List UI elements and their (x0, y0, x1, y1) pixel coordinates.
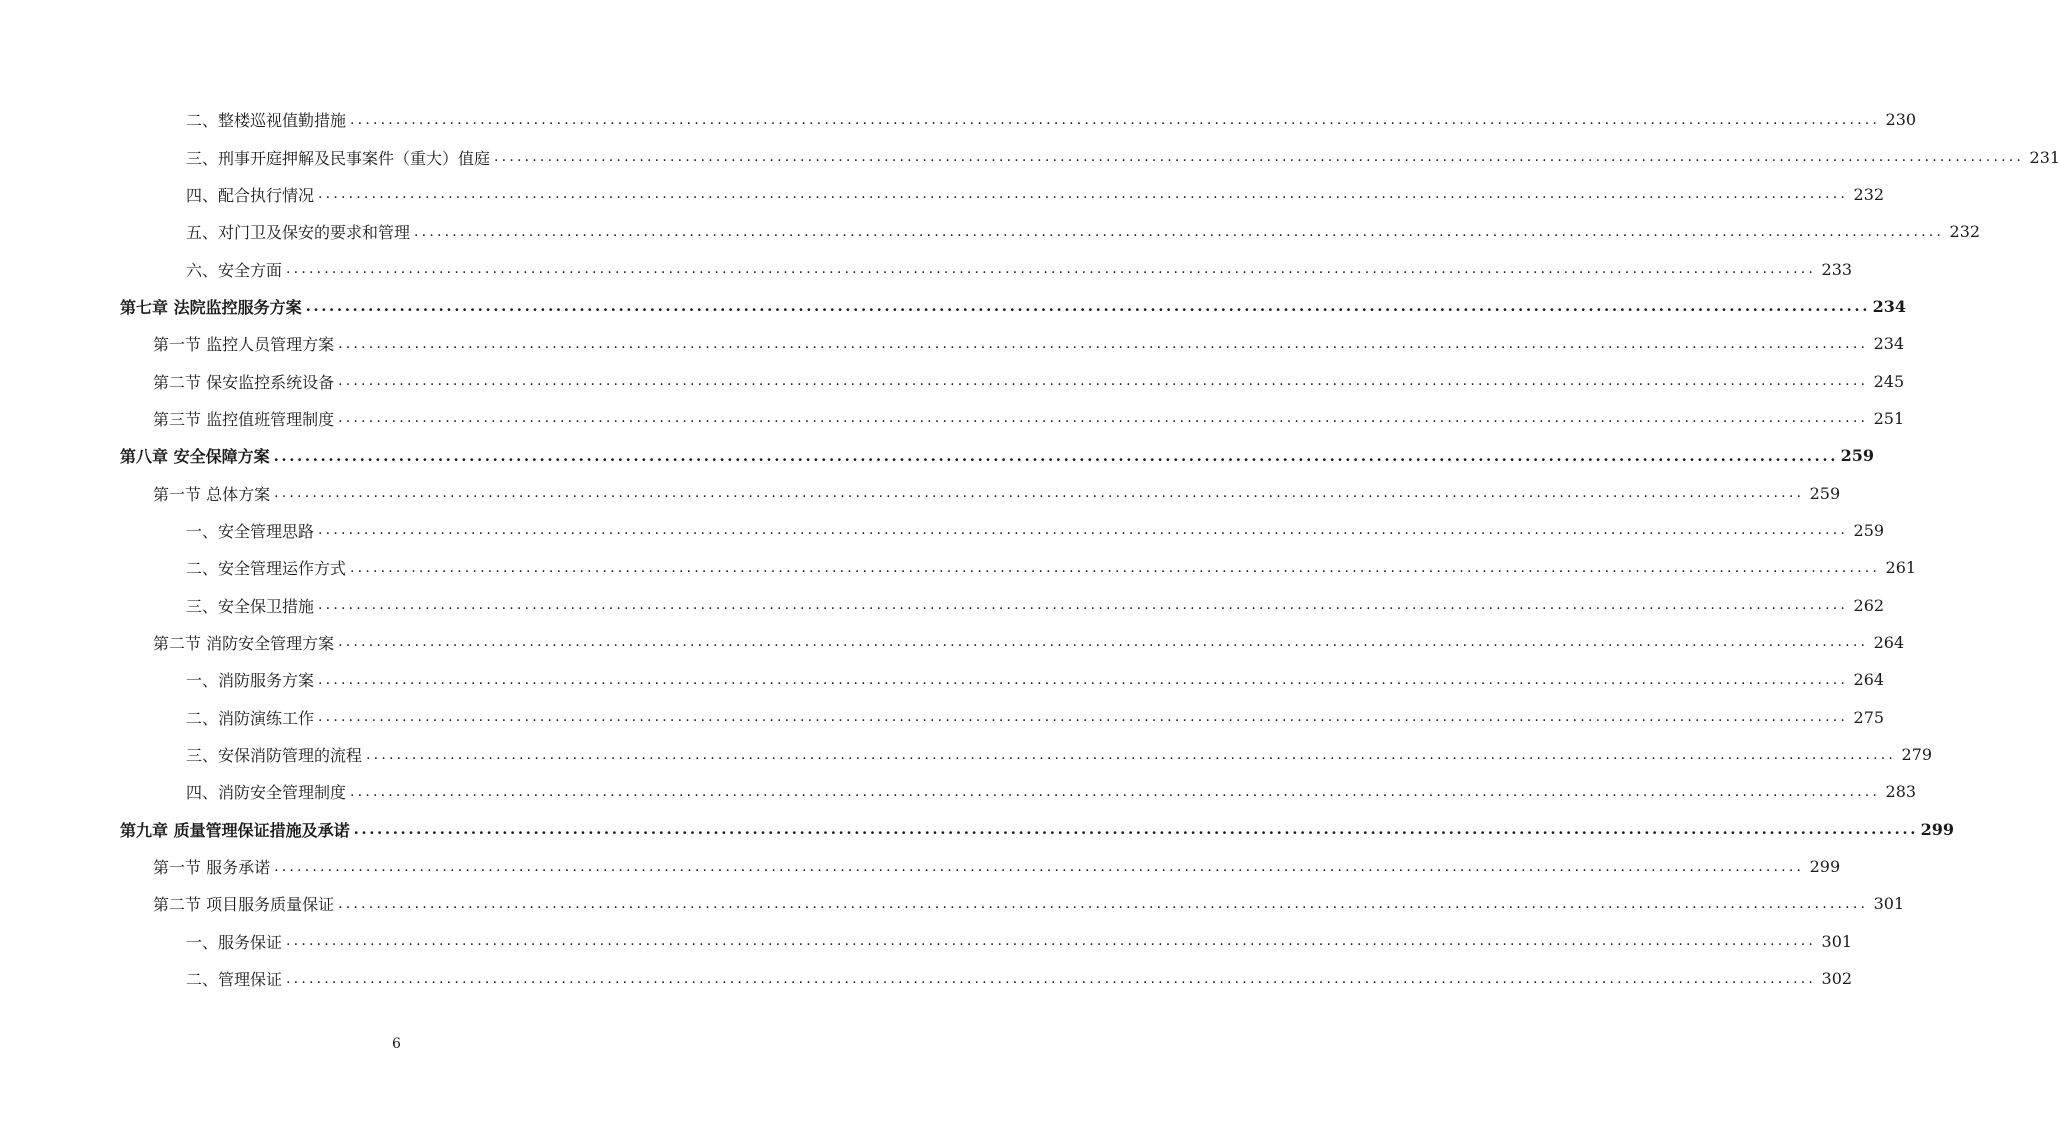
toc-dot-leader: ........................................................................................................................................................................................................ (273, 446, 1839, 465)
toc-entry-title: 第九章 质量管理保证措施及承诺 (120, 820, 350, 840)
toc-dot-leader: ........................................................................................................................................................................................................ (318, 522, 1849, 539)
toc-dot-leader: ........................................................................................................................................................................................................ (338, 373, 1869, 390)
toc-subsection-entry[interactable] (0, 176, 1885, 213)
toc-chapter-entry[interactable] (0, 437, 1875, 474)
toc-entry-page-number: 259 (1853, 520, 1885, 540)
toc-dot-leader: ........................................................................................................................................................................................................ (494, 149, 2025, 166)
toc-entry-title: 第七章 法院监控服务方案 (120, 297, 302, 317)
toc-dot-leader: ........................................................................................................................................................................................................ (318, 671, 1849, 688)
toc-subsection-entry[interactable] (0, 213, 1981, 250)
toc-entry-page-number: 264 (1853, 670, 1885, 690)
toc-entry-title: 一、消防服务方案 (186, 671, 315, 691)
toc-dot-leader: ........................................................................................................................................................................................................ (286, 261, 1817, 278)
toc-subsection-entry[interactable] (0, 736, 1933, 773)
toc-dot-leader: ........................................................................................................................................................................................................ (414, 223, 1945, 240)
toc-entry-title: 四、配合执行情况 (186, 185, 315, 205)
toc-section-entry[interactable] (0, 885, 1905, 922)
toc-dot-leader: ........................................................................................................................................................................................................ (274, 858, 1805, 875)
toc-section-entry[interactable] (0, 400, 1905, 437)
toc-entry-title: 第一节 服务承诺 (153, 858, 271, 878)
toc-entry-page-number: 261 (1885, 558, 1917, 578)
toc-entry-page-number: 275 (1853, 707, 1885, 727)
toc-entry-page-number: 259 (1840, 446, 1875, 466)
table-of-contents (0, 101, 2060, 997)
toc-dot-leader: ........................................................................................................................................................................................................ (350, 111, 1881, 128)
toc-subsection-entry[interactable] (0, 138, 2060, 175)
toc-dot-leader: ........................................................................................................................................................................................................ (318, 186, 1849, 203)
toc-entry-page-number: 299 (1920, 819, 1955, 839)
toc-entry-page-number: 230 (1885, 110, 1917, 130)
toc-entry-title: 第八章 安全保障方案 (120, 447, 270, 467)
toc-entry-page-number: 264 (1873, 632, 1905, 652)
toc-chapter-entry[interactable] (0, 288, 1907, 325)
toc-entry-page-number: 233 (1821, 259, 1853, 279)
toc-entry-title: 六、安全方面 (186, 260, 283, 280)
toc-subsection-entry[interactable] (0, 101, 1917, 138)
toc-entry-title: 第二节 项目服务质量保证 (153, 895, 335, 915)
toc-entry-page-number: 301 (1873, 894, 1905, 914)
toc-dot-leader: ........................................................................................................................................................................................................ (338, 634, 1869, 651)
toc-subsection-entry[interactable] (0, 773, 1917, 810)
toc-entry-title: 第二节 消防安全管理方案 (153, 633, 335, 653)
toc-subsection-entry[interactable] (0, 699, 1885, 736)
toc-entry-title: 三、安全保卫措施 (186, 596, 315, 616)
toc-dot-leader: ........................................................................................................................................................................................................ (286, 933, 1817, 950)
toc-dot-leader: ........................................................................................................................................................................................................ (353, 820, 1919, 839)
toc-entry-title: 第一节 总体方案 (153, 484, 271, 504)
toc-entry-page-number: 301 (1821, 931, 1853, 951)
toc-dot-leader: ........................................................................................................................................................................................................ (338, 410, 1869, 427)
toc-entry-page-number: 251 (1873, 408, 1905, 428)
toc-entry-title: 二、整楼巡视值勤措施 (186, 111, 347, 131)
toc-entry-title: 五、对门卫及保安的要求和管理 (186, 223, 411, 243)
toc-chapter-entry[interactable] (0, 811, 1955, 848)
toc-dot-leader: ........................................................................................................................................................................................................ (350, 783, 1881, 800)
toc-entry-page-number: 262 (1853, 595, 1885, 615)
toc-entry-page-number: 232 (1949, 222, 1981, 242)
page-number: 6 (392, 1036, 401, 1052)
toc-entry-title: 第二节 保安监控系统设备 (153, 372, 335, 392)
toc-dot-leader: ........................................................................................................................................................................................................ (286, 970, 1817, 987)
toc-entry-page-number: 259 (1809, 483, 1841, 503)
toc-entry-page-number: 302 (1821, 969, 1853, 989)
toc-subsection-entry[interactable] (0, 250, 1853, 287)
toc-section-entry[interactable] (0, 325, 1905, 362)
toc-entry-page-number: 234 (1873, 334, 1905, 354)
toc-dot-leader: ........................................................................................................................................................................................................ (274, 485, 1805, 502)
toc-entry-title: 二、消防演练工作 (186, 708, 315, 728)
toc-subsection-entry[interactable] (0, 923, 1853, 960)
toc-entry-title: 二、安全管理运作方式 (186, 559, 347, 579)
toc-entry-title: 三、安保消防管理的流程 (186, 746, 363, 766)
toc-dot-leader: ........................................................................................................................................................................................................ (305, 297, 1871, 316)
toc-entry-title: 第一节 监控人员管理方案 (153, 335, 335, 355)
toc-entry-title: 二、管理保证 (186, 970, 283, 990)
toc-section-entry[interactable] (0, 474, 1841, 511)
toc-entry-title: 四、消防安全管理制度 (186, 783, 347, 803)
toc-entry-page-number: 279 (1901, 745, 1933, 765)
toc-entry-page-number: 283 (1885, 782, 1917, 802)
toc-section-entry[interactable] (0, 624, 1905, 661)
toc-entry-page-number: 245 (1873, 371, 1905, 391)
toc-entry-title: 三、刑事开庭押解及民事案件（重大）值庭 (186, 148, 491, 168)
toc-subsection-entry[interactable] (0, 549, 1917, 586)
toc-dot-leader: ........................................................................................................................................................................................................ (318, 597, 1849, 614)
toc-subsection-entry[interactable] (0, 661, 1885, 698)
toc-subsection-entry[interactable] (0, 512, 1885, 549)
toc-dot-leader: ........................................................................................................................................................................................................ (338, 895, 1869, 912)
toc-subsection-entry[interactable] (0, 586, 1885, 623)
toc-entry-title: 一、安全管理思路 (186, 521, 315, 541)
toc-dot-leader: ........................................................................................................................................................................................................ (350, 559, 1881, 576)
toc-entry-page-number: 231 (2029, 147, 2060, 167)
toc-entry-page-number: 232 (1853, 184, 1885, 204)
toc-entry-page-number: 234 (1872, 296, 1907, 316)
toc-dot-leader: ........................................................................................................................................................................................................ (338, 335, 1869, 352)
toc-subsection-entry[interactable] (0, 960, 1853, 997)
toc-entry-title: 第三节 监控值班管理制度 (153, 409, 335, 429)
toc-section-entry[interactable] (0, 848, 1841, 885)
toc-dot-leader: ........................................................................................................................................................................................................ (366, 746, 1897, 763)
toc-entry-page-number: 299 (1809, 857, 1841, 877)
toc-section-entry[interactable] (0, 362, 1905, 399)
toc-dot-leader: ........................................................................................................................................................................................................ (318, 709, 1849, 726)
toc-entry-title: 一、服务保证 (186, 932, 283, 952)
